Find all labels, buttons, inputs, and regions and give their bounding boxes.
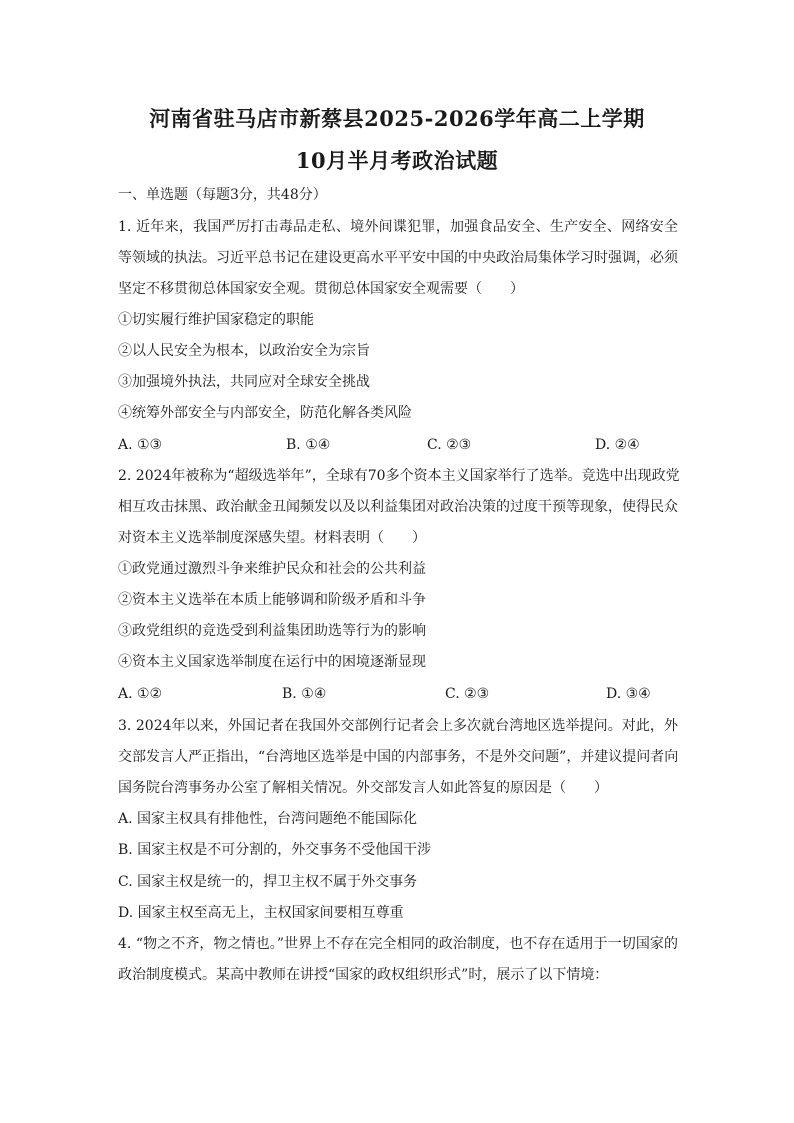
q1-stem-line-1: 1. 近年来，我国严厉打击毒品走私、境外间谍犯罪，加强食品安全、生产安全、网络安全 xyxy=(118,219,678,235)
q2-statement-2: ②资本主义选举在本质上能够调和阶级矛盾和斗争 xyxy=(118,592,426,608)
q2-option-c: C. ②③ xyxy=(445,686,490,702)
q1-stem-line-2: 等领域的执法。习近平总书记在建设更高水平平安中国的中央政治局集体学习时强调，必须 xyxy=(118,250,678,266)
q2-statement-1: ①政党通过激烈斗争来维护民众和社会的公共利益 xyxy=(118,561,426,577)
q1-stem-line-3: 坚定不移贯彻总体国家安全观。贯彻总体国家安全观需要（ ） xyxy=(118,281,524,297)
q3-option-a: A. 国家主权具有排他性，台湾问题绝不能国际化 xyxy=(118,811,418,827)
title-line-1: 河南省驻马店市新蔡县2025-2026学年高二上学期 xyxy=(149,106,645,131)
q3-option-c: C. 国家主权是统一的，捍卫主权不属于外交事务 xyxy=(118,874,418,890)
q1-statement-3: ③加强境外执法，共同应对全球安全挑战 xyxy=(118,374,370,390)
q1-option-d: D. ②④ xyxy=(595,437,640,453)
q2-option-b: B. ①④ xyxy=(282,686,327,702)
q4-stem-line-1: 4. “物之不齐，物之情也。”世界上不存在完全相同的政治制度，也不存在适用于一切国家的 xyxy=(118,936,678,952)
q2-stem-line-1: 2. 2024年被称为“超级选举年”，全球有70多个资本主义国家举行了选举。竞选中出现政党 xyxy=(118,468,680,484)
q3-stem-line-1: 3. 2024年以来，外国记者在我国外交部例行记者会上多次就台湾地区选举提问。对此，外 xyxy=(118,718,678,734)
q1-option-c: C. ②③ xyxy=(427,437,472,453)
q3-option-d: D. 国家主权至高无上，主权国家间要相互尊重 xyxy=(118,905,404,921)
q2-stem-line-2: 相互攻击抹黑、政治献金丑闻频发以及以利益集团对政治决策的过度干预等现象，使得民众 xyxy=(118,499,678,515)
q1-option-a: A. ①③ xyxy=(118,437,163,453)
title-line-2: 10月半月考政治试题 xyxy=(295,148,499,173)
q2-option-a: A. ①② xyxy=(118,686,163,702)
q1-statement-4: ④统筹外部安全与内部安全，防范化解各类风险 xyxy=(118,405,412,421)
q3-stem-line-3: 国务院台湾事务办公室了解相关情况。外交部发言人如此答复的原因是（ ） xyxy=(118,780,608,796)
q3-stem-line-2: 交部发言人严正指出，“台湾地区选举是中国的内部事务，不是外交问题”，并建议提问者向 xyxy=(118,749,679,765)
q2-statement-3: ③政党组织的竞选受到利益集团助选等行为的影响 xyxy=(118,623,426,639)
q1-option-b: B. ①④ xyxy=(286,437,331,453)
section-heading: 一、单选题（每题3分，共48分） xyxy=(118,187,327,203)
q2-option-d: D. ③④ xyxy=(606,686,651,702)
q2-stem-line-3: 对资本主义选举制度深感失望。材料表明（ ） xyxy=(118,530,426,546)
q2-statement-4: ④资本主义国家选举制度在运行中的困境逐渐显现 xyxy=(118,654,426,670)
q1-statement-1: ①切实履行维护国家稳定的职能 xyxy=(118,312,314,328)
q4-stem-line-2: 政治制度模式。某高中教师在讲授“国家的政权组织形式”时，展示了以下情境： xyxy=(118,967,609,983)
q3-option-b: B. 国家主权是不可分割的，外交事务不受他国干涉 xyxy=(118,842,432,858)
q1-statement-2: ②以人民安全为根本，以政治安全为宗旨 xyxy=(118,343,370,359)
